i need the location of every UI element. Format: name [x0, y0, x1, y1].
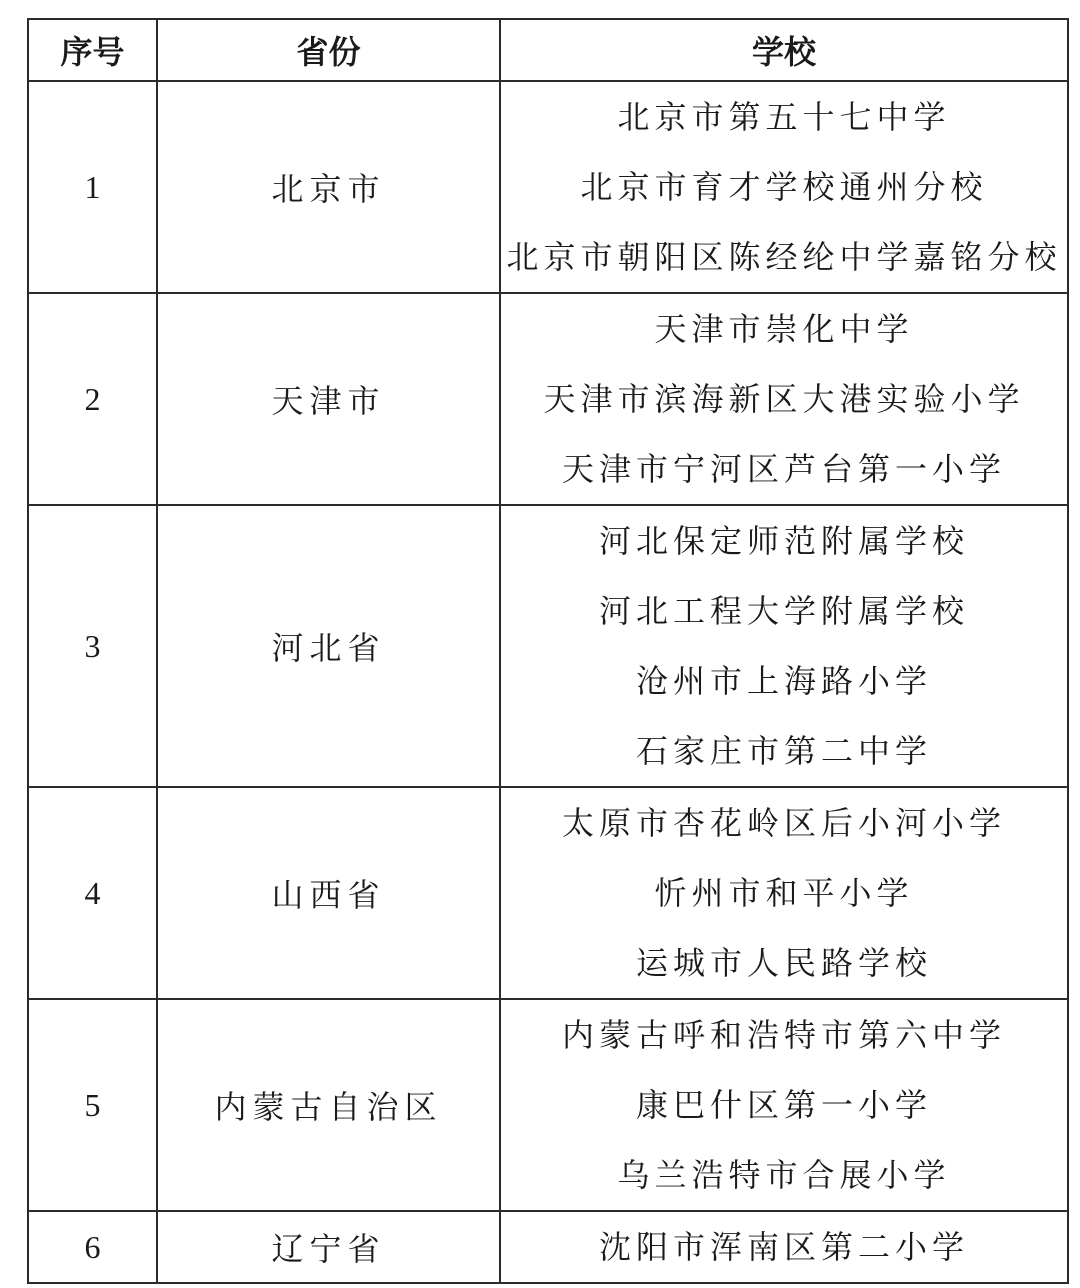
row-number: 2 — [28, 293, 157, 505]
school-list-cell — [500, 81, 1068, 293]
table-row — [28, 505, 1068, 787]
row-number: 5 — [28, 999, 157, 1211]
school-list-cell — [500, 505, 1068, 787]
province-cell: 北京市 — [157, 81, 500, 293]
school-name: 沈阳市浑南区第二小学 — [598, 1228, 969, 1266]
province-cell: 内蒙古自治区 — [157, 999, 500, 1211]
province-cell: 辽宁省 — [157, 1211, 500, 1283]
school-name: 河北保定师范附属学校 — [598, 522, 969, 560]
school-name: 沧州市上海路小学 — [635, 662, 932, 700]
school-name: 乌兰浩特市合展小学 — [617, 1156, 951, 1194]
table-row — [28, 81, 1068, 293]
school-name: 内蒙古呼和浩特市第六中学 — [561, 1016, 1006, 1054]
row-number: 4 — [28, 787, 157, 999]
school-name: 太原市杏花岭区后小河小学 — [561, 804, 1006, 842]
schools-table — [27, 18, 1069, 1284]
school-name: 康巴什区第一小学 — [635, 1086, 932, 1124]
school-name: 北京市朝阳区陈经纶中学嘉铭分校 — [506, 238, 1062, 276]
province-cell: 天津市 — [157, 293, 500, 505]
school-name: 运城市人民路学校 — [635, 944, 932, 982]
row-number: 3 — [28, 505, 157, 787]
school-list-cell — [500, 293, 1068, 505]
header-no: 序号 — [28, 19, 157, 81]
school-name: 天津市滨海新区大港实验小学 — [543, 380, 1025, 418]
table-row — [28, 1211, 1068, 1283]
table-header-row — [28, 19, 1068, 81]
school-list-cell — [500, 999, 1068, 1211]
table-row — [28, 999, 1068, 1211]
province-cell: 山西省 — [157, 787, 500, 999]
school-name: 北京市育才学校通州分校 — [580, 168, 988, 206]
school-name: 北京市第五十七中学 — [617, 98, 951, 136]
table-row — [28, 787, 1068, 999]
row-number: 6 — [28, 1211, 157, 1283]
school-name: 忻州市和平小学 — [654, 874, 914, 912]
school-name: 天津市崇化中学 — [654, 310, 914, 348]
school-list-cell — [500, 1211, 1068, 1283]
row-number: 1 — [28, 81, 157, 293]
school-name: 石家庄市第二中学 — [635, 732, 932, 770]
school-name: 天津市宁河区芦台第一小学 — [561, 450, 1006, 488]
table-row — [28, 293, 1068, 505]
school-list-cell — [500, 787, 1068, 999]
school-name: 河北工程大学附属学校 — [598, 592, 969, 630]
province-cell: 河北省 — [157, 505, 500, 787]
header-province: 省份 — [157, 19, 500, 81]
header-school: 学校 — [500, 19, 1068, 81]
